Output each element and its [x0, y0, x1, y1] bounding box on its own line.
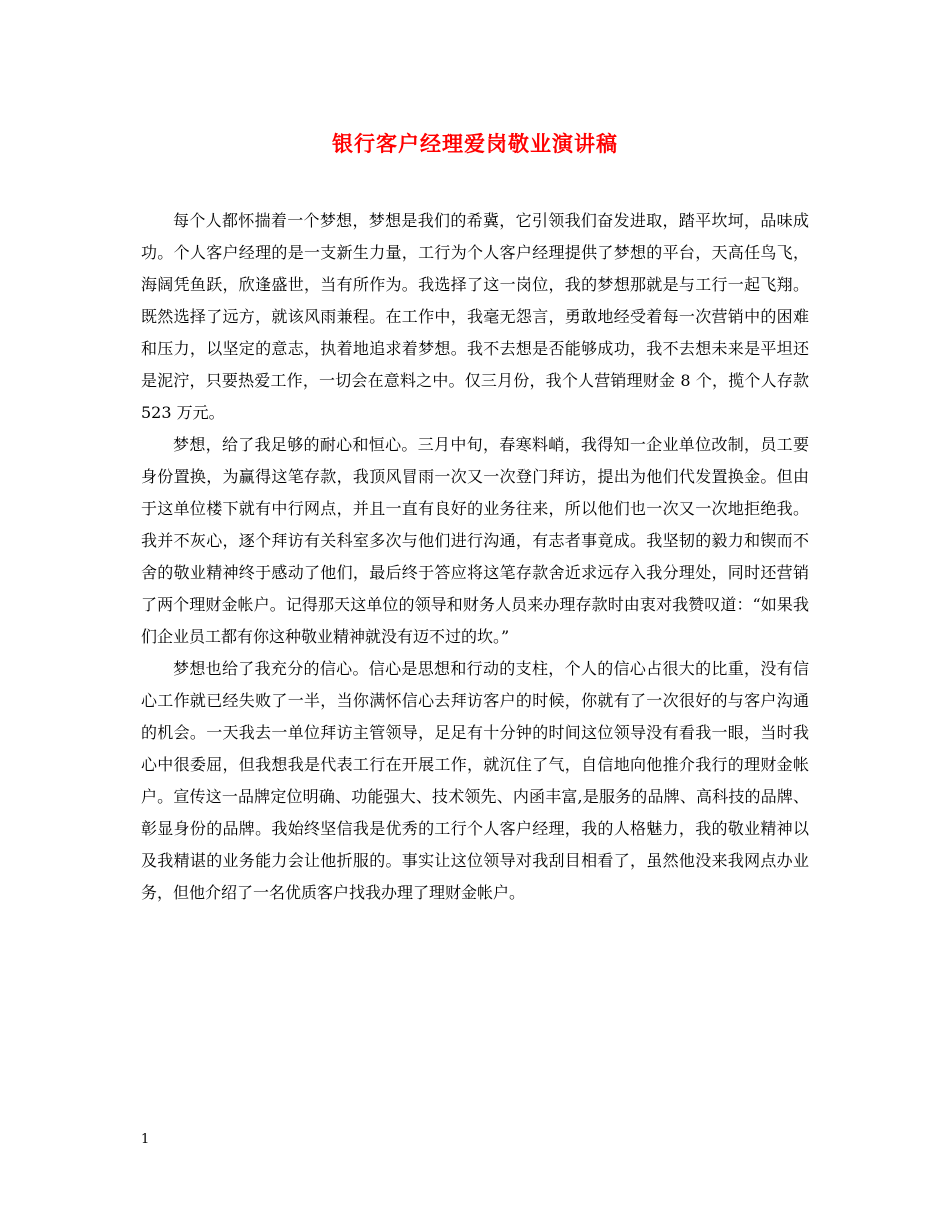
page-number: 1 — [141, 1132, 150, 1147]
paragraph: 梦想，给了我足够的耐心和恒心。三月中旬，春寒料峭，我得知一企业单位改制，员工要身份置换，为赢得这笔存款，我顶风冒雨一次又一次登门拜访，提出为他们代发置换金。但由于这单位楼下就有中行网点，并且一直有良好的业务往来，所以他们也一次又一次地拒绝我。我并不灰心，逐个拜访有关科室多次与他们进行沟通，有志者事竟成。我坚韧的毅力和锲而不舍的敬业精神终于感动了他们，最后终于答应将这笔存款舍近求远存入我分理处，同时还营销了两个理财金帐户。记得那天这单位的领导和财务人员来办理存款时由衷对我赞叹道：“如果我们企业员工都有你这种敬业精神就没有迈不过的坎。” — [141, 435, 809, 646]
paragraph: 每个人都怀揣着一个梦想，梦想是我们的希冀，它引领我们奋发进取，踏平坎坷，品味成功。个人客户经理的是一支新生力量，工行为个人客户经理提供了梦想的平台，天高任鸟飞，海阔凭鱼跃，欣逢盛世，当有所作为。我选择了这一岗位，我的梦想那就是与工行一起飞翔。既然选择了远方，就该风雨兼程。在工作中，我毫无怨言，勇敢地经受着每一次营销中的困难和压力，以坚定的意志，执着地追求着梦想。我不去想是否能够成功，我不去想未来是平坦还是泥泞，只要热爱工作，一切会在意料之中。仅三月份，我个人营销理财金 8 个，揽个人存款 523 万元。 — [141, 211, 809, 422]
document-body — [141, 205, 809, 909]
paragraph: 梦想也给了我充分的信心。信心是思想和行动的支柱，个人的信心占很大的比重，没有信心工作就已经失败了一半，当你满怀信心去拜访客户的时候，你就有了一次很好的与客户沟通的机会。一天我去一单位拜访主管领导，足足有十分钟的时间这位领导没有看我一眼，当时我心中很委屈，但我想我是代表工行在开展工作，就沉住了气，自信地向他推介我行的理财金帐户。宣传这一品牌定位明确、功能强大、技术领先、内函丰富,是服务的品牌、高科技的品牌、彰显身份的品牌。我始终坚信我是优秀的工行个人客户经理，我的人格魅力，我的敬业精神以及我精谌的业务能力会让他折服的。事实让这位领导对我刮目相看了，虽然他没来我网点办业务，但他介绍了一名优质客户找我办理了理财金帐户。 — [141, 659, 809, 902]
document-title: 银行客户经理爱岗敬业演讲稿 — [332, 131, 618, 156]
